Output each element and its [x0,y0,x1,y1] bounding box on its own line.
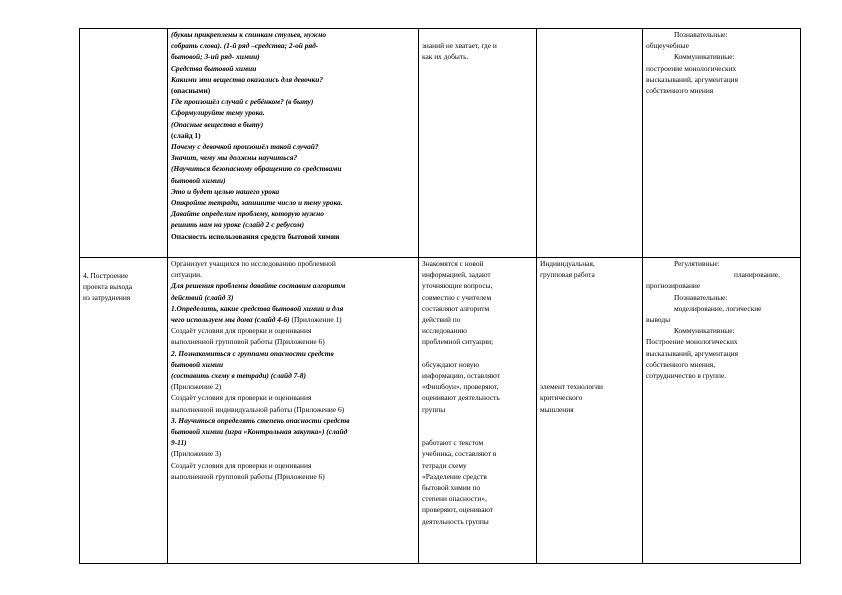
text-line: (буквы прикреплены к спинкам стульев, нужно [171,30,327,39]
text-line: Создаёт условия для проверки и оценивания [171,326,312,336]
text-line: Знакомятся с новой [422,259,484,268]
text-line: Это и будет целью нашего урока [171,186,280,196]
text-line: (слайд 1) [171,130,201,140]
text-line: (Приложение 2) [171,382,222,392]
text-part: чего используем мы дома (слайд 4-6) [171,315,292,325]
text-line: Индивидуальная, [540,259,595,268]
text-line: решить нам на уроке (слайд 2 с ребусом) [171,220,305,230]
text-line: Организует учащихся по исследованию проблемной [171,259,336,268]
text-part: (Приложение 1) [291,315,342,325]
text-line: 1.Определить, какие средства бытовой химии и для [171,303,344,313]
text-line: групповая работа [540,270,595,280]
text-line: (Приложение 3) [171,449,222,459]
text-line: 9-11) [171,438,187,448]
text-line [171,314,415,325]
text-line: как их добыть. [422,52,469,62]
text-line: собственного мнения, [646,359,716,369]
text-line: проверяют, оценивают [422,505,494,515]
text-line: построение монологических [646,63,737,73]
students-activity-cell [419,29,537,258]
text-line: выполненной индивидуальной работы (Приложение 6) [171,404,345,414]
text-line: оценивают деятельность [422,393,500,403]
text-line: собрать слова). (1-й ряд –средства; 2-ой ряд- [171,41,319,51]
text-line: Создаёт условия для проверки и оценивания [171,393,312,403]
teacher-activity-cell [168,258,419,564]
text-line: бытовой химии (игра «Контрольная закупка») (слайд [171,427,348,437]
text-line: Почему с девочкой произошёл такой случай? [171,142,319,152]
text-line: ситуации. [171,270,202,280]
text-line: (составить схему в тетради) (слайд 7-8) [171,371,306,381]
text-line: Значит, чему мы должны научиться? [171,153,298,163]
text-line: высказываний, аргументация [646,348,739,358]
text-line: группы [422,404,446,414]
text-line: действий по [422,315,461,325]
work-form-cell [537,258,643,564]
table-row [80,29,801,258]
text-line: высказываний, аргументация [646,74,739,84]
text-line: составляют алгоритм [422,303,490,313]
text-line: совместно с учителем [422,292,492,302]
text-line: выводы [646,315,671,325]
uud-reg-title: Регулятивные: [674,259,720,268]
uud-cognitive-text: общеучебные [646,41,689,51]
text-line: Средства бытовой химии [171,63,257,73]
uud-cell [643,258,801,564]
stage-cell [80,29,168,258]
text-line: бытовой; 3-ий ряд- химии) [171,52,260,62]
text-line: 3. Научиться определять степень опасности средств [171,415,350,425]
text-line: Давайте определим проблему, которую нужно [171,209,324,219]
work-form-cell [537,29,643,258]
text-line: степени опасности», [422,494,487,504]
text-line: информацию, оставляют [422,371,500,381]
text-line: 4. Построение [83,271,129,280]
text-line: учебника, составляют в [422,449,497,459]
uud-cognitive-title: Познавательные: [674,292,728,302]
text-line: критического [540,393,583,403]
text-line: исследованию [422,326,467,336]
stage-cell [80,258,168,564]
students-activity-cell [419,258,537,564]
text-line: «Разделение средств [422,471,487,481]
teacher-activity-cell [168,29,419,258]
text-line: выполненной групповой работы (Приложение 6) [171,471,325,481]
text-line: проблемной ситуации; [422,337,494,347]
text-line: (Научиться безопасному обращению со средствами [171,164,342,174]
text-line: работают с текстом [422,438,484,448]
text-line: (опасными) [171,86,211,96]
text-line: бытовой химии по [422,483,481,493]
text-line: Для решения проблемы давайте составим алгоритм [171,281,346,291]
text-line: мышления [540,404,574,414]
text-line: уточняющие вопросы, [422,281,493,291]
uud-comm-title: Коммуникативные: [674,52,735,62]
text-line: информацией, задают [422,270,491,280]
text-line: Откройте тетради, запишите число и тему урока. [171,198,343,208]
text-line: Где произошёл случай с ребёнком? (в быту) [171,97,314,107]
text-line: моделирование, логические [674,303,762,313]
text-line: действий (слайд 3) [171,292,234,302]
text-line: Построение монологических [646,337,738,347]
table-row [80,258,801,564]
text-line: элемент технологии [540,382,603,392]
text-line: бытовой химии [171,359,224,369]
text-line: 2. Познакомиться с группами опасности средств [171,348,334,358]
text-line: бытовой химии) [171,175,226,185]
text-line: сотрудничество в группе. [646,371,727,381]
text-line: прогнозирование [646,281,701,291]
text-line: деятельность группы [422,516,489,526]
text-line: Опасность использования средств бытовой химии [171,231,340,241]
text-line: Сформулируйте тему урока. [171,108,265,118]
text-line: проекта выхода [83,282,133,292]
uud-cognitive-title: Познавательные: [674,30,728,39]
uud-comm-title: Коммуникативные: [674,326,735,336]
text-line: «Фишбоун», проверяют, [422,382,499,392]
text-line: собственного мнения [646,86,714,96]
lesson-plan-table [79,28,801,564]
uud-cell [643,29,801,258]
text-line: из затруднения [83,293,131,303]
text-line: выполненной групповой работы (Приложение 6) [171,337,325,347]
text-line: Создаёт условия для проверки и оценивания [171,460,312,470]
text-line: тетради схему [422,460,467,470]
text-line: (Опасные вещества в быту) [171,119,264,129]
text-line: знаний не хватает, где и [422,41,497,51]
text-line: Какими эти вещества оказались для девочки? [171,74,324,84]
text-line: планирование, [734,270,780,280]
text-line: обсуждают новую [422,359,479,369]
